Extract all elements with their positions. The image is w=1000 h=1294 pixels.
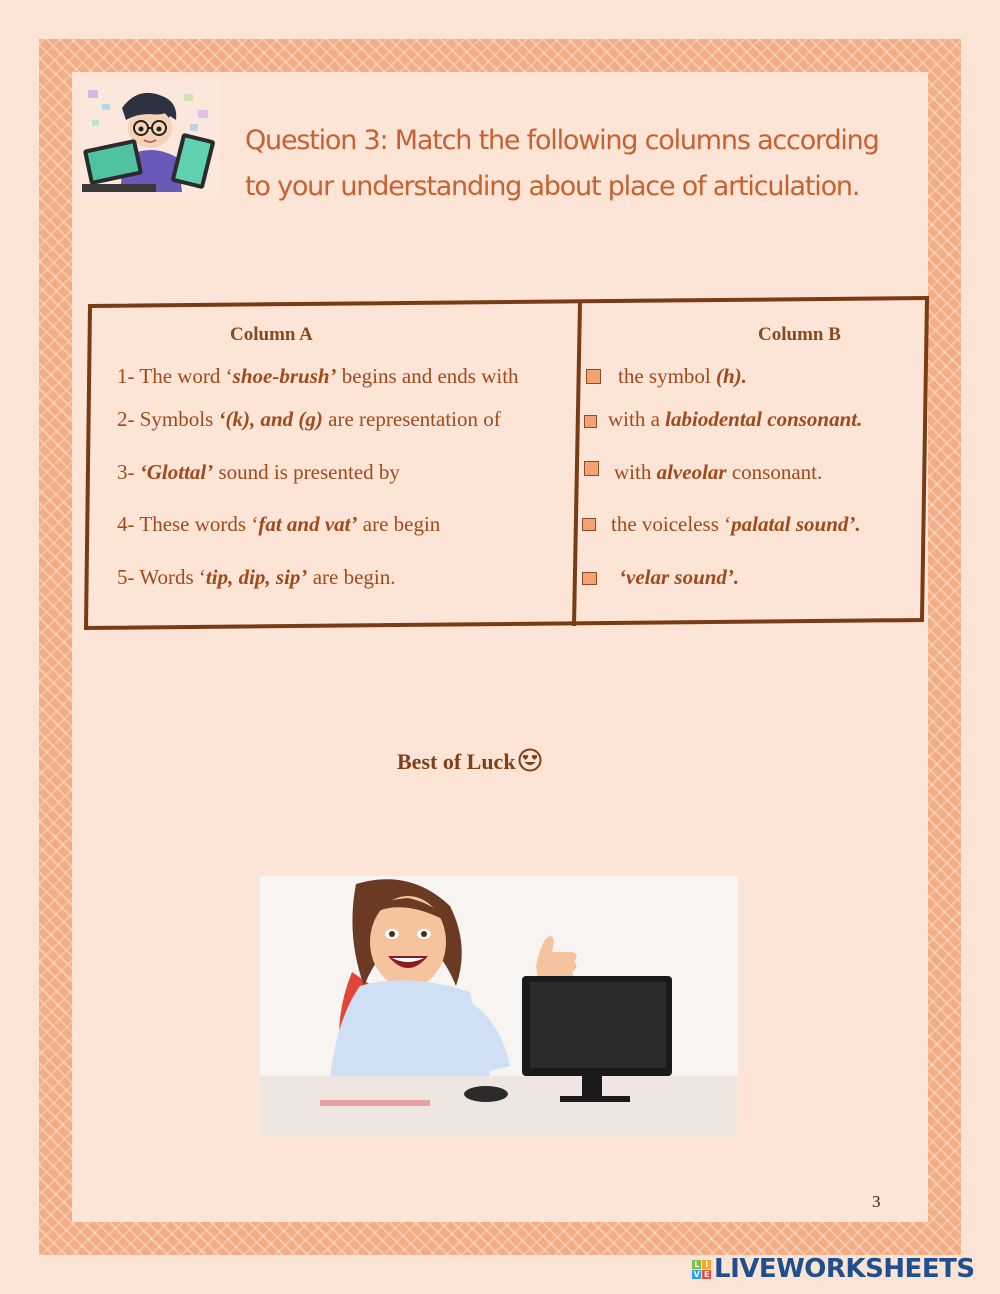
column-a-item-3: 3- ‘Glottal’ sound is presented by <box>117 460 400 484</box>
column-a-item-2: 2- Symbols ‘(k), and (g) are representation of <box>117 407 501 431</box>
page-number: 3 <box>872 1192 881 1211</box>
woman-at-computer-illustration <box>260 876 738 1138</box>
liveworksheets-brand[interactable] <box>692 1254 975 1284</box>
column-a-header: Column A <box>230 324 313 345</box>
column-b-header: Column B <box>758 324 841 345</box>
boy-with-laptop-illustration <box>80 80 220 198</box>
answer-box-5[interactable] <box>582 572 597 585</box>
column-a-item-5: 5- Words ‘tip, dip, sip’ are begin. <box>117 565 396 589</box>
column-a-item-1: 1- The word ‘shoe-brush’ begins and ends with <box>117 364 519 388</box>
answer-box-2[interactable] <box>584 415 597 428</box>
question-line-2: to your understanding about place of articulation. <box>245 171 860 202</box>
heart-eyes-emoji-icon <box>518 748 542 772</box>
question-line-1: Question 3: Match the following columns according <box>245 125 879 156</box>
answer-box-1[interactable] <box>586 369 601 384</box>
answer-box-4[interactable] <box>582 518 596 531</box>
column-b-item-1: the symbol (h). <box>618 364 747 388</box>
liveworksheets-wordmark: LIVEWORKSHEETS <box>714 1254 975 1284</box>
column-b-item-4: the voiceless ‘palatal sound’. <box>611 512 861 536</box>
column-b-item-5: ‘velar sound’. <box>619 565 740 589</box>
answer-box-3[interactable] <box>584 461 599 476</box>
question-heading <box>245 118 925 210</box>
column-b-item-3: with alveolar consonant. <box>614 460 823 484</box>
liveworksheets-logo-icon: L I V E <box>692 1260 711 1279</box>
column-a-item-4: 4- These words ‘fat and vat’ are begin <box>117 512 441 536</box>
column-b-item-2: with a labiodental consonant. <box>608 407 863 431</box>
best-of-luck-text: Best of Luck <box>397 748 542 775</box>
